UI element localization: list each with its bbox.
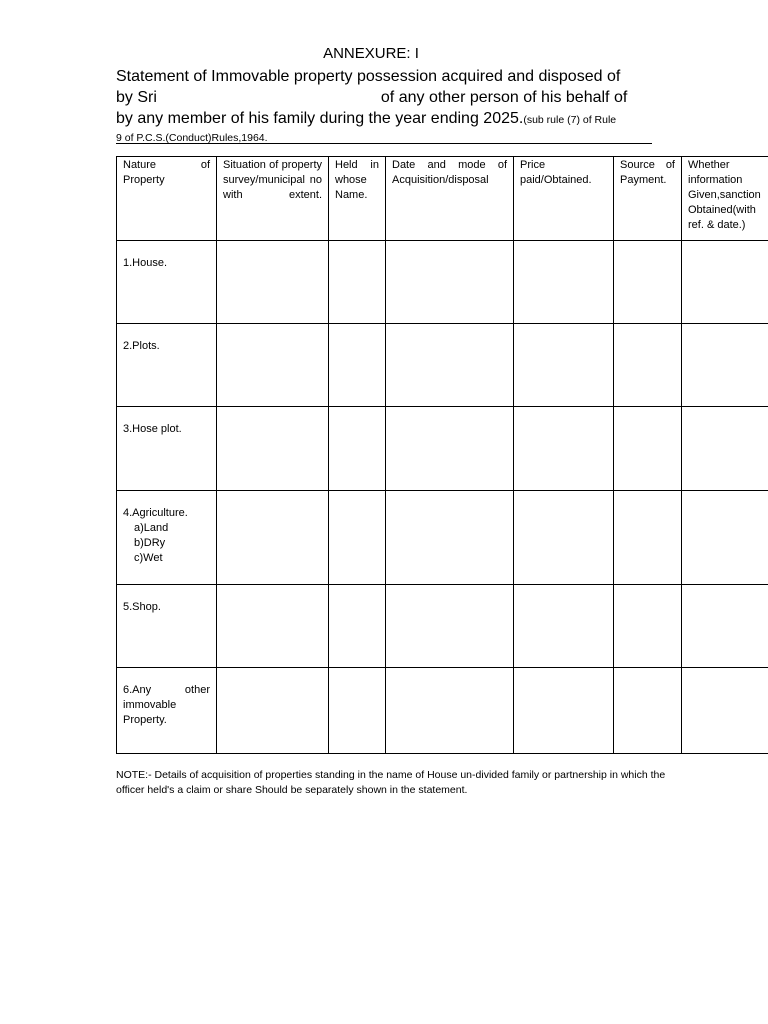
- row-label-shop: 5.Shop.: [117, 585, 217, 668]
- header-price: Price paid/Obtained.: [514, 157, 614, 241]
- header-held-in: Held in whose Name.: [329, 157, 386, 241]
- agri-dry-label: b)DRy: [134, 537, 166, 549]
- table-cell[interactable]: [329, 407, 386, 491]
- table-row: [117, 407, 768, 491]
- table-row: [117, 324, 768, 407]
- header-situation: Situation of property survey/municipal no with extent.: [217, 157, 329, 241]
- agri-wet-label: c)Wet: [134, 552, 163, 564]
- table-cell[interactable]: [514, 668, 614, 754]
- row-label-hose-plot: 3.Hose plot.: [117, 407, 217, 491]
- table-cell[interactable]: [386, 585, 514, 668]
- statement-line-2: [116, 87, 652, 108]
- table-cell[interactable]: [614, 585, 682, 668]
- table-row: [117, 491, 768, 585]
- table-cell[interactable]: [614, 668, 682, 754]
- table-cell[interactable]: [386, 241, 514, 324]
- statement-line-4: 9 of P.C.S.(Conduct)Rules,1964.: [116, 132, 268, 144]
- table-cell[interactable]: [386, 407, 514, 491]
- header-nature: Nature of Property: [117, 157, 217, 241]
- table-cell[interactable]: [682, 241, 768, 324]
- by-sri-label: by Sri: [116, 89, 157, 106]
- table-header-row: [117, 157, 768, 241]
- table-cell[interactable]: [514, 407, 614, 491]
- rule-reference-text: (sub rule (7) of Rule: [523, 114, 617, 126]
- behalf-text: of any other person of his behalf of: [380, 89, 628, 106]
- table-cell[interactable]: [682, 407, 768, 491]
- table-cell[interactable]: [217, 668, 329, 754]
- table-cell[interactable]: [514, 241, 614, 324]
- year-ending-text: by any member of his family during the year ending 2025.: [116, 110, 524, 127]
- header-whether-info: Whether information Given,sanction Obtained(with ref. & date.): [682, 157, 768, 241]
- footnote: NOTE:- Details of acquisition of properties standing in the name of House un-divided family or partnership in which the officer held's a claim or share Should be separately shown in the statement.: [116, 769, 666, 796]
- table-cell[interactable]: [514, 585, 614, 668]
- table-cell[interactable]: [614, 241, 682, 324]
- table-row: [117, 585, 768, 668]
- table-cell[interactable]: [329, 241, 386, 324]
- heading-underline: [116, 143, 652, 144]
- header-source: Source of Payment.: [614, 157, 682, 241]
- statement-line-3: [116, 108, 652, 131]
- table-cell[interactable]: [217, 585, 329, 668]
- table-cell[interactable]: [614, 324, 682, 407]
- table-cell[interactable]: [217, 491, 329, 585]
- table-cell[interactable]: [514, 491, 614, 585]
- statement-line-1: Statement of Immovable property possession acquired and disposed of: [116, 68, 621, 85]
- table-cell[interactable]: [682, 324, 768, 407]
- table-cell[interactable]: [329, 324, 386, 407]
- table-cell[interactable]: [386, 668, 514, 754]
- table-row: [117, 241, 768, 324]
- table-cell[interactable]: [682, 491, 768, 585]
- table-cell[interactable]: [614, 407, 682, 491]
- annexure-title: ANNEXURE: I: [323, 45, 419, 62]
- table-row: [117, 668, 768, 754]
- row-label-house: 1.House.: [117, 241, 217, 324]
- table-cell[interactable]: [217, 407, 329, 491]
- row-label-plots: 2.Plots.: [117, 324, 217, 407]
- table-cell[interactable]: [514, 324, 614, 407]
- property-table: [116, 156, 768, 754]
- table-cell[interactable]: [614, 491, 682, 585]
- row-label-agriculture: 4.Agriculture. a)Land b)DRy c)Wet: [117, 491, 217, 585]
- header-date-mode: Date and mode of Acquisition/disposal: [386, 157, 514, 241]
- table-cell[interactable]: [329, 668, 386, 754]
- table-cell[interactable]: [217, 324, 329, 407]
- agri-land-label: a)Land: [134, 522, 169, 534]
- table-cell[interactable]: [329, 585, 386, 668]
- statement-heading: [116, 66, 652, 146]
- table-cell[interactable]: [386, 491, 514, 585]
- table-cell[interactable]: [217, 241, 329, 324]
- table-cell[interactable]: [386, 324, 514, 407]
- table-cell[interactable]: [682, 585, 768, 668]
- row-label-other: 6.Any other immovable Property.: [117, 668, 217, 754]
- table-cell[interactable]: [329, 491, 386, 585]
- table-cell[interactable]: [682, 668, 768, 754]
